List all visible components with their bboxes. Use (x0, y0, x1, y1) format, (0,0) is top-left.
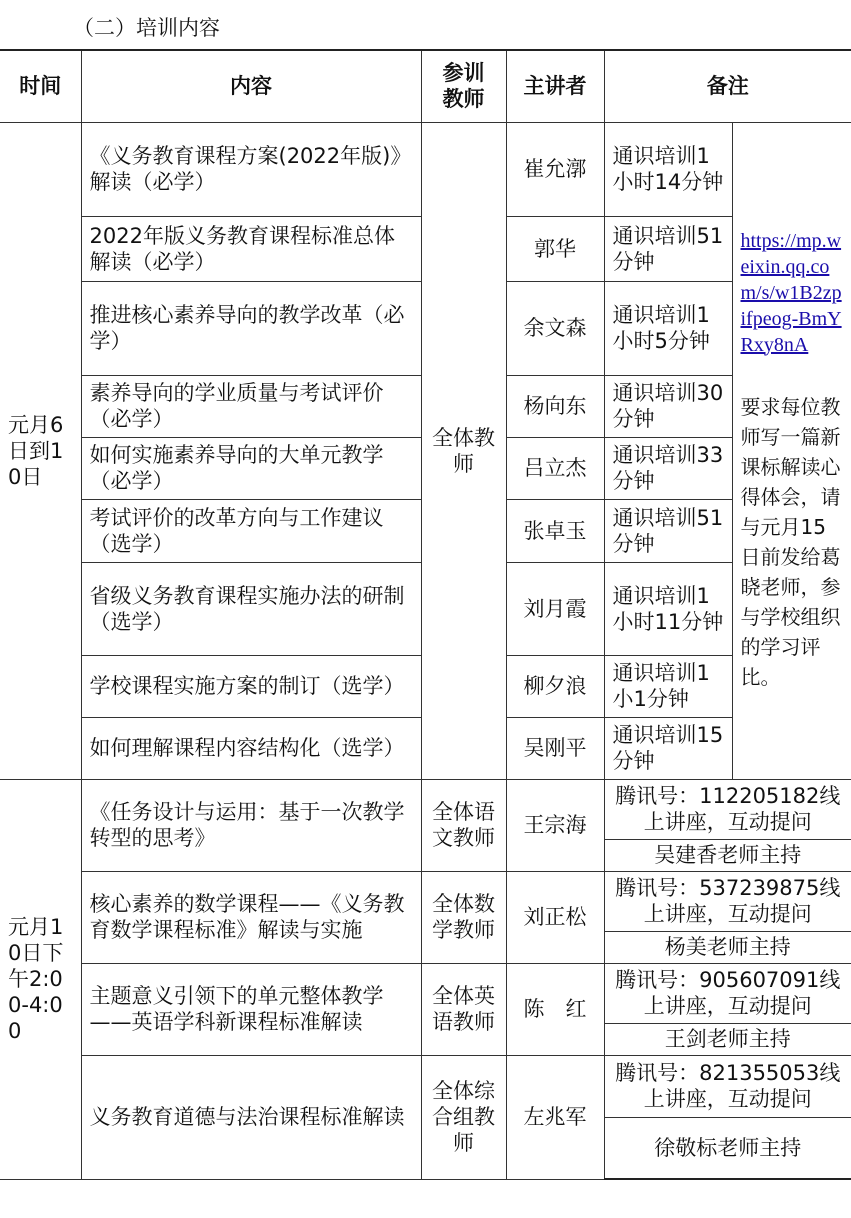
header-notes: 备注 (604, 50, 851, 122)
row-duration: 通识培训33分钟 (604, 437, 732, 499)
row-content: 省级义务教育课程实施办法的研制（选学） (81, 562, 421, 655)
row-participants: 全体数学教师 (421, 871, 506, 963)
row-duration: 通识培训15分钟 (604, 717, 732, 779)
table-row (0, 963, 851, 1023)
row-participants: 全体综合组教师 (421, 1055, 506, 1179)
row-speaker: 崔允漷 (506, 122, 604, 216)
row-participants: 全体英语教师 (421, 963, 506, 1055)
row-content: 《任务设计与运用：基于一次教学转型的思考》 (81, 779, 421, 871)
row-speaker: 郭华 (506, 216, 604, 281)
header-time: 时间 (0, 50, 81, 122)
row-duration: 通识培训30分钟 (604, 375, 732, 437)
table-row (0, 122, 851, 216)
block1-notes (732, 122, 851, 779)
row-host: 徐敬标老师主持 (604, 1117, 851, 1179)
row-duration: 通识培训1小1分钟 (604, 655, 732, 717)
training-table (0, 49, 851, 1180)
row-duration: 通识培训51分钟 (604, 216, 732, 281)
row-speaker: 左兆军 (506, 1055, 604, 1179)
row-duration: 通识培训1小时14分钟 (604, 122, 732, 216)
table-row (0, 871, 851, 931)
header-speaker: 主讲者 (506, 50, 604, 122)
row-content: 考试评价的改革方向与工作建议（选学） (81, 499, 421, 562)
row-speaker: 刘月霞 (506, 562, 604, 655)
row-meeting: 腾讯号：905607091线上讲座，互动提问 (604, 963, 851, 1023)
requirement-note: 要求每位教师写一篇新课标解读心得体会，请与元月15日前发给葛晓老师，参与学校组织的学习评比。 (740, 394, 841, 689)
row-participants: 全体语文教师 (421, 779, 506, 871)
header-content: 内容 (81, 50, 421, 122)
row-speaker: 王宗海 (506, 779, 604, 871)
section-title: （二）培训内容 (73, 16, 220, 40)
row-content: 素养导向的学业质量与考试评价（必学） (81, 375, 421, 437)
header-row (0, 50, 851, 122)
row-meeting: 腾讯号：537239875线上讲座，互动提问 (604, 871, 851, 931)
table-row (0, 779, 851, 839)
row-content: 《义务教育课程方案(2022年版)》解读（必学） (81, 122, 421, 216)
row-speaker: 吕立杰 (506, 437, 604, 499)
table-row (0, 1055, 851, 1117)
block1-time: 元月6日到10日 (0, 122, 81, 779)
row-host: 杨美老师主持 (604, 931, 851, 963)
row-content: 2022年版义务教育课程标准总体解读（必学） (81, 216, 421, 281)
row-duration: 通识培训1小时5分钟 (604, 281, 732, 375)
row-content: 如何理解课程内容结构化（选学） (81, 717, 421, 779)
row-speaker: 柳夕浪 (506, 655, 604, 717)
row-duration: 通识培训1小时11分钟 (604, 562, 732, 655)
row-meeting: 腾讯号：821355053线上讲座，互动提问 (604, 1055, 851, 1117)
row-content: 推进核心素养导向的教学改革（必学） (81, 281, 421, 375)
block2-time: 元月10日下午2:00-4:00 (0, 779, 81, 1179)
article-link[interactable]: https://mp.weixin.qq.com/s/w1B2zpifpeog-BmYRxy8nA (740, 229, 842, 356)
row-content: 如何实施素养导向的大单元教学（必学） (81, 437, 421, 499)
row-content: 核心素养的数学课程——《义务教育数学课程标准》解读与实施 (81, 871, 421, 963)
row-speaker: 吴刚平 (506, 717, 604, 779)
row-content: 学校课程实施方案的制订（选学） (81, 655, 421, 717)
row-content: 义务教育道德与法治课程标准解读 (81, 1055, 421, 1179)
row-speaker: 杨向东 (506, 375, 604, 437)
row-content: 主题意义引领下的单元整体教学——英语学科新课程标准解读 (81, 963, 421, 1055)
row-meeting: 腾讯号：112205182线上讲座，互动提问 (604, 779, 851, 839)
row-speaker: 刘正松 (506, 871, 604, 963)
row-host: 王剑老师主持 (604, 1023, 851, 1055)
row-duration: 通识培训51分钟 (604, 499, 732, 562)
block1-participants: 全体教师 (421, 122, 506, 779)
header-participants: 参训教师 (421, 50, 506, 122)
row-host: 吴建香老师主持 (604, 839, 851, 871)
row-speaker: 张卓玉 (506, 499, 604, 562)
row-speaker: 余文森 (506, 281, 604, 375)
row-speaker: 陈 红 (506, 963, 604, 1055)
